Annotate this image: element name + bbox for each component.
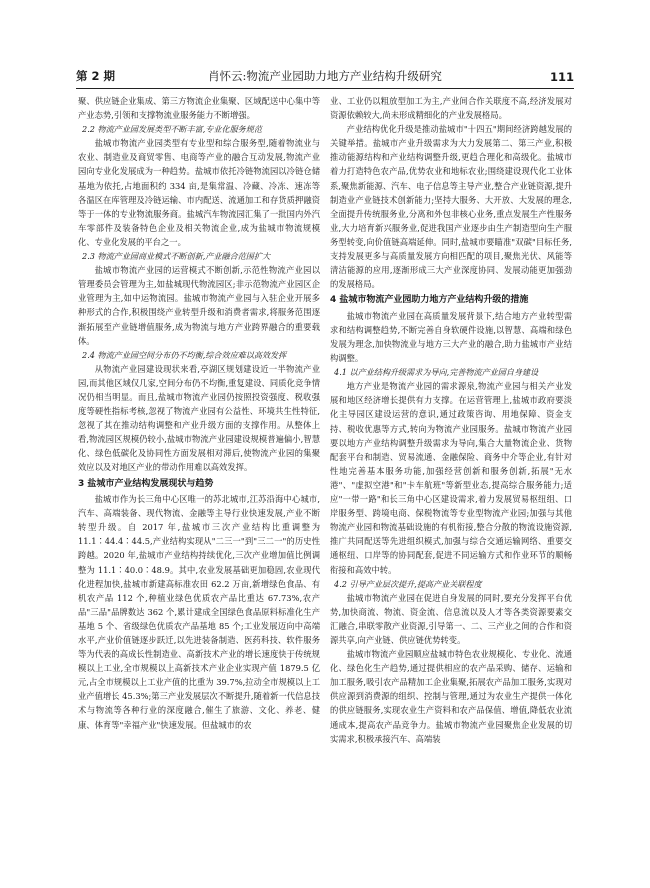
running-title: 肖怀云:物流产业园助力地方产业结构升级研究 — [208, 69, 442, 83]
page-number: 111 — [549, 70, 574, 84]
paragraph: 盐城市物流产业园类型有专业型和综合服务型,随着物流业与农业、制造业及商贸零售、电商等产业的融合互动发展,物流产业园向专业化发展成为一种趋势。盐城市依托冷链物流园以冷链仓储基地为依托,占地面积约 334 亩,是集常温、冷藏、冷冻、速冻等各温区在库管理及冷链运输、市内配送、流通加工和存货质押融资等于一体的专业物流服务商。盐城汽车物流园汇集了一批国内外汽车零部件及装备特色企业及相关物流企业,成为盐城市物流规模化、专业化发展的平台之一。 — [78, 138, 320, 247]
paragraph: 聚、供应链企业集成、第三方物流企业集聚、区域配送中心集中等产业态势,引领和支撑物流业服务能力不断增强。 — [78, 96, 320, 121]
paragraph: 地方产业是物流产业园的需求源泉,物流产业园与相关产业发展和地区经济增长提供有力支撑。在运营管理上,盐城市政府要淡化主导园区建设运营的意识,通过政策咨询、用地保障、资金支持、税收优惠等方式,转向为物流产业园服务。盐城市物流产业园要以地方产业结构调整升级需求为导向,集合大量物流企业、货物配套平台和制造、贸易流通、金融保险、商务中介等企业,有针对性地完善基本服务功能,加强经营创新和服务创新,拓展"无水港"、"虚拟空港"和"卡车航班"等新型业态,提高综合服务能力;适应"一带一路"和长三角中心区建设需求,着力发展贸易枢纽组、口岸服务型、跨境电商、保税物流等专业型物流产业园;加强与其他物流产业园和物流基础设施的有机衔接,整合分散的物流设施资源,推广共同配送等先进组织模式,加强与综合交通运输网络、重要交通枢纽、口岸等的协同配套,促进不同运输方式和作业环节的顺畅衔接和高效中转。 — [330, 381, 572, 575]
left-column — [78, 94, 320, 852]
section-heading-2-2: 2.2 物流产业园发展类型不断丰富,专业化服务规范 — [82, 124, 262, 135]
running-header — [76, 66, 574, 89]
right-column — [330, 94, 572, 852]
section-heading-4-1: 4.1 以产业结构升级需求为导向,完善物流产业园自身建设 — [334, 367, 539, 378]
section-heading-2-3: 2.3 物流产业园商业模式不断创新,产业融合范围扩大 — [82, 251, 271, 262]
section-heading-3: 3 盐城市产业结构发展现状与趋势 — [78, 478, 214, 489]
paragraph: 盐城市物流产业园顺应盐城市特色农业规模化、专业化、流通化、绿色化生产趋势,通过提供相应的农产品采购、储存、运输和加工服务,吸引农产品精加工企业集聚,拓展农产品加工服务,实现对供应源到消费源的组织、控制与管理,通过为农业生产提供一体化的供应链服务,实现农业生产资料和农产品保值、增值,降低农业流通成本,提高农产品竞争力。盐城市物流产业园聚焦企业发展的切实需求,积极承接汽车、高端装 — [330, 649, 572, 744]
paragraph: 盐城市作为长三角中心区唯一的苏北城市,江苏沿海中心城市,汽车、高端装备、现代物流、金融等主导行业快速发展,产业不断转型升级。自 2017 年,盐城市三次产业结构比重调整为 11.1∶44.4∶44.5,产业结构实现从"二三一"到"三二一"的历史性跨越。2020 年,盐城市产业结构持续优化,三次产业增加值比例调整为 11.1∶40.0∶48.9。其中,农业发展基础更加稳固,农业现代化进程加快,盐城市新建高标准农田 62.2 万亩,新增绿色食品、有机农产品 112 个,种植业绿色优质农产品比重达 67.73%,农产品"三品"品牌数达 362 个,累计建成全国绿色食品原料标准化生产基地 5 个、省级绿色优质农产品基地 85 个;工业发展迈向中高端水平,产业价值链逐步跃迁,以先进装备制造、医药科技、软件服务等为代表的高成长性制造业、高新技术产业的增长速度快于传统规模以上工业,全市规模以上高新技术产业企业实现产值 1879.5 亿元,占全市规模以上工业产值的比重为 39.7%,拉动全市规模以上工业产值增长 45.3%;第三产业发展层次不断提升,随着新一代信息技术与物流等各种行业的深度融合,催生了旅游、文化、养老、健康、体育等"幸福产业"快速发展。但盐城市的农 — [78, 494, 320, 730]
issue-number: 第 2 期 — [76, 69, 116, 83]
paragraph: 产业结构优化升级是推动盐城市"十四五"期间经济跨越发展的关键举措。盐城市产业升级需求为大力发展第二、第三产业,积极推动能源结构和产业结构调整升级,更趋合理化和高级化。盐城市着力打造特色农产品,优势农业和地标农业;围绕建设现代化工业体系,聚焦新能源、汽车、电子信息等主导产业,整合产业链资源,提升制造业产业链技术创新能力;坚持大服务、大开放、大发展的理念,全面提升传统服务业,分离和外包非核心业务,重点发展生产性服务业,大力培育新兴服务业,促进我国产业逐步由生产制造型向生产服务型转变,向价值链高端延伸。同时,盐城市要瞄准"双碳"目标任务,支持发展更多与高质量发展方向相匹配的项目,聚焦光伏、风能等清洁能源的应用,逐渐形成三大产业深度协同、发展动能更加强劲的发展格局。 — [330, 124, 572, 290]
section-heading-4-2: 4.2 引导产业层次提升,提高产业关联程度 — [334, 578, 482, 589]
section-heading-4: 4 盐城市物流产业园助力地方产业结构升级的措施 — [330, 295, 529, 306]
paragraph: 盐城市物流产业园在高质量发展背景下,结合地方产业转型需求和结构调整趋势,不断完善自身软硬件设施,以智慧、高端和绿色发展为理念,加快物流业与地方三大产业的融合,助力盐城市产业结构调整。 — [330, 310, 572, 364]
paragraph: 从物流产业园建设现状来看,亭湖区规划建设近一半物流产业园,而其他区域仅几家,空间分布仍不均衡,重复建设、同质化竞争情况仍相当明显。而且,盐城市物流产业园仍按照投资强度、税收强度等硬性指标考核,忽视了物流产业园有公益性、环境共生性特征,忽视了其在推动结构调整和产业升级方面的支撑作用。从整体上看,物流园区规模仍较小,盐城市物流产业园建设规模普遍偏小,智慧化、绿色低碳化及协同性方面发展相对滞后,使物流产业园的集聚效应以及对地区产业的带动作用难以高效发挥。 — [78, 363, 320, 473]
paragraph: 盐城市物流产业园的运营模式不断创新,示范性物流产业园以管理委员会管理为主,如盐城现代物流园区;非示范物流产业园区企业管理为主,如中运物流园。盐城市物流产业园与入驻企业开展多种形式的合作,积极围绕产业转型升级和消费者需求,将服务范围逐渐拓展至产业链增值服务,成为物流与地方产业跨界融合的重要载体。 — [78, 265, 320, 346]
paragraph: 盐城市物流产业园在促进自身发展的同时,要充分发挥平台优势,加快商流、物流、资金流、信息流以及人才等各类资源要素交汇融合,串联零散产业资源,引导第一、二、三产业之间的合作和资源共享,向产业链、供应链优势转变。 — [330, 592, 572, 645]
paragraph: 业、工业仍以粗放型加工为主,产业间合作关联度不高,经济发展对资源依赖较大,尚未形成精细化的产业发展格局。 — [330, 96, 572, 121]
section-heading-2-4: 2.4 物流产业园空间分布仍不均衡,综合效应难以高效发挥 — [82, 349, 287, 360]
